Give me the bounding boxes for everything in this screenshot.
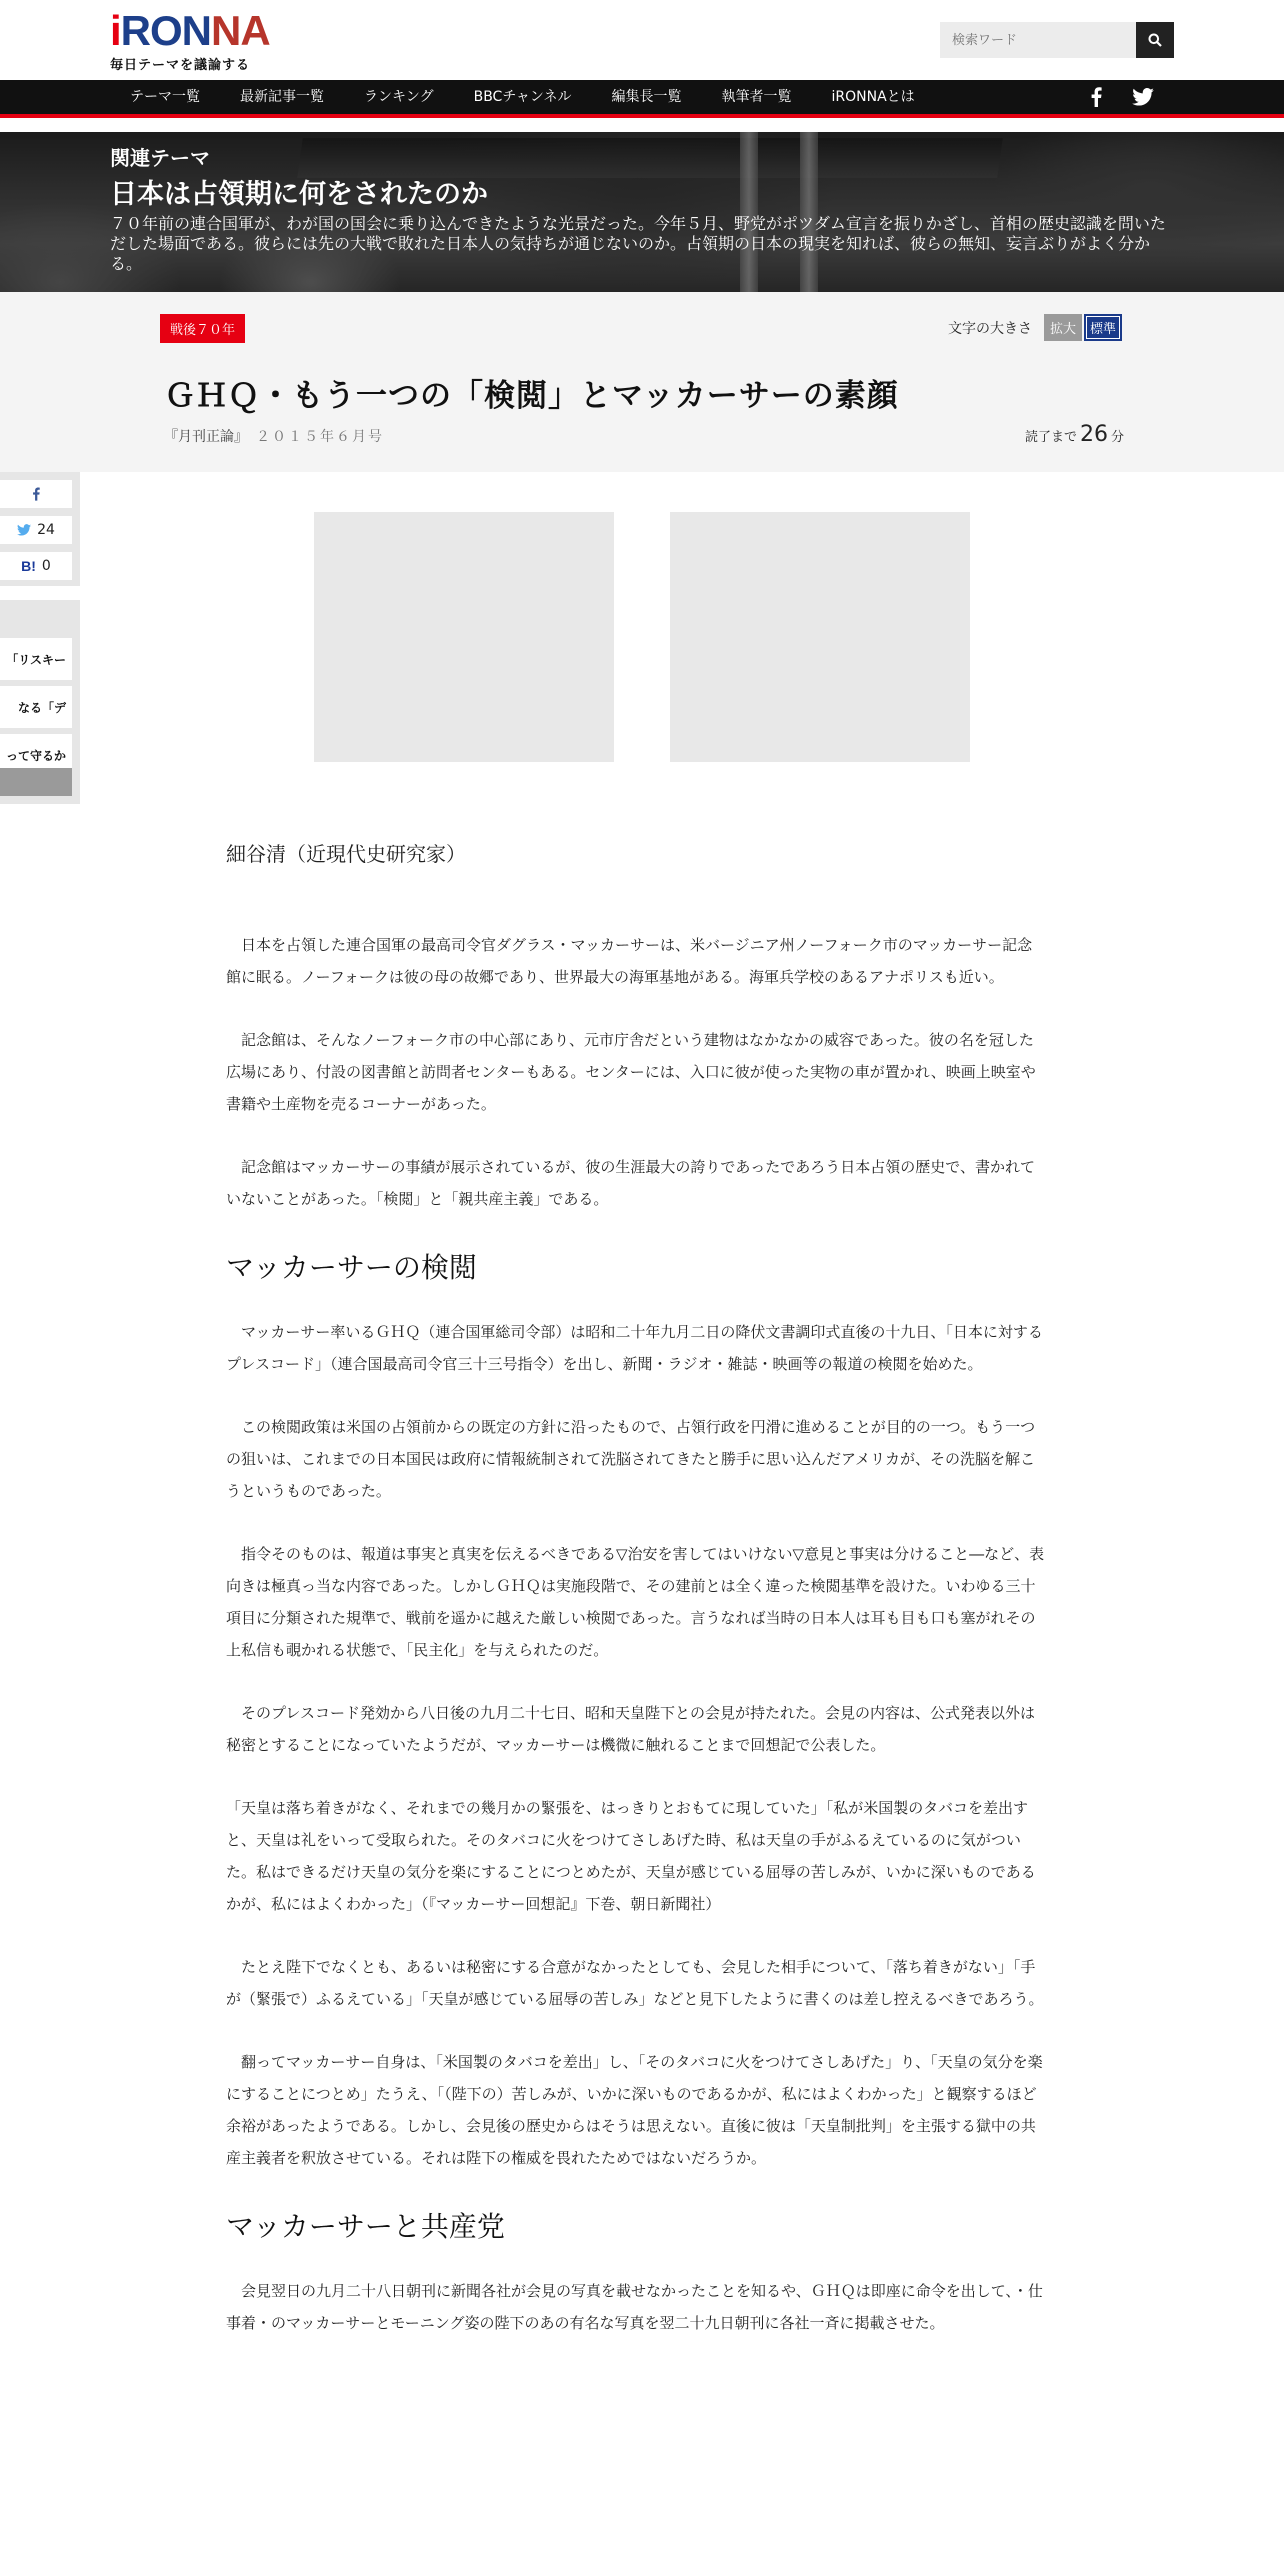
- font-size-large-button[interactable]: 拡大: [1044, 314, 1082, 341]
- logo-text: iRONNA: [110, 7, 270, 54]
- theme-hero[interactable]: [0, 132, 1284, 292]
- ad-placeholder[interactable]: [314, 512, 614, 762]
- related-link[interactable]: なる「デ: [0, 686, 72, 728]
- article-body: [226, 838, 1046, 2370]
- section-heading: マッカーサーと共産党: [226, 2210, 505, 2243]
- search-input[interactable]: [940, 22, 1136, 58]
- twitter-share-button[interactable]: [0, 516, 72, 544]
- paragraph: 記念館は、そんなノーフォーク市の中心部にあり、元市庁舎だという建物はなかなかの威容であった。彼の名を冠した広場にあり、付設の図書館と訪問者センターもある。センターには、入口に彼が使った実物の車が置かれ、映画上映室や書籍や土産物を売るコーナーがあった。: [226, 1031, 1036, 1113]
- paragraph: 翻ってマッカーサー自身は、「米国製のタバコを差出」し、「そのタバコに火をつけてさしあげた」り、「天皇の気分を楽にすることにつとめ」たうえ、「（陛下の）苦しみが、いかに深いものであるかが、私にはよくわかった」と観察するほど余裕があったようである。しかし、会見後の歴史からはそうは思えない。直後に彼は「天皇制批判」を主張する獄中の共産主義者を釈放させている。それは陛下の権威を畏れたためではないだろうか。: [226, 2053, 1043, 2167]
- ad-placeholder[interactable]: [670, 512, 970, 762]
- nav-item-editors[interactable]: 編集長一覧: [611, 89, 682, 105]
- related-link[interactable]: 「リスキー: [0, 638, 72, 680]
- read-time: [1025, 422, 1124, 447]
- site-header: [0, 0, 1284, 80]
- logo-tagline: 毎日テーマを議論する: [110, 58, 251, 73]
- paragraph: 記念館はマッカーサーの事績が展示されているが、彼の生涯最大の誇りであったであろう日本占領の歴史で、書かれていないことがあった。「検閲」と「親共産主義」である。: [226, 1158, 1035, 1208]
- hatena-share-button[interactable]: [0, 552, 72, 580]
- author-name[interactable]: 細谷清（近現代史研究家）: [226, 842, 466, 866]
- theme-title[interactable]: 日本は占領期に何をされたのか: [110, 179, 488, 210]
- nav-item-bbc[interactable]: BBCチャンネル: [473, 89, 572, 105]
- related-link[interactable]: って守るか: [0, 734, 72, 776]
- share-sidebar: [0, 472, 80, 804]
- search-button[interactable]: [1136, 22, 1174, 58]
- article-title: ＧＨＱ・もう一つの「検閲」とマッカーサーの素顔: [164, 378, 899, 414]
- theme-description: ７０年前の連合国軍が、わが国の国会に乗り込んできたような光景だった。今年５月、野党がポツダム宣言を振りかざし、首相の歴史認識を問いただした場面である。彼らには先の大戦で敗れた日本人の気持ちが通じないのか。占領期の日本の現実を知れば、彼らの無知、妄言ぶりがよく分かる。: [110, 214, 1166, 273]
- read-time-suffix: 分: [1110, 430, 1124, 445]
- facebook-icon: [32, 487, 40, 501]
- section-heading: マッカーサーの検閲: [226, 1251, 477, 1284]
- site-logo[interactable]: [110, 8, 270, 73]
- paragraph: 日本を占領した連合国軍の最高司令官ダグラス・マッカーサーは、米バージニア州ノーフォーク市のマッカーサー記念館に眠る。ノーフォークは彼の母の故郷であり、世界最大の海軍基地がある。海軍兵学校のあるアナポリスも近い。: [226, 936, 1033, 986]
- read-time-minutes: 26: [1079, 422, 1108, 447]
- paragraph: たとえ陛下でなくとも、あるいは秘密にする合意がなかったとしても、会見した相手について、「落ち着きがない」「手が（緊張で）ふるえている」「天皇が感じている屈辱の苦しみ」などと見下したように書くのは差し控えるべきであろう。: [226, 1958, 1044, 2008]
- hatena-icon: B!: [21, 558, 36, 574]
- nav-item-ranking[interactable]: ランキング: [364, 89, 434, 105]
- facebook-icon[interactable]: [1090, 87, 1102, 107]
- paragraph: 指令そのものは、報道は事実と真実を伝えるべきである▽治安を害してはいけない▽意見と事実は分けること―など、表向きは極真っ当な内容であった。しかしＧＨＱは実施段階で、その建前とは全く違った検閲基準を設けた。いわゆる三十項目に分類された規準で、戦前を遥かに越えた厳しい検閲であった。言うなれば当時の日本人は耳も目も口も塞がれその上私信も覗かれる状態で、「民主化」を与えられたのだ。: [226, 1545, 1045, 1659]
- article-source: [164, 426, 384, 446]
- hatena-count: 0: [41, 558, 51, 574]
- sidebar-more[interactable]: [0, 768, 72, 796]
- nav-item-themes[interactable]: テーマ一覧: [130, 89, 200, 105]
- paragraph: そのプレスコード発効から八日後の九月二十七日、昭和天皇陛下との会見が持たれた。会見の内容は、公式発表以外は秘密とすることになっていたようだが、マッカーサーは機微に触れることまで回想記で公表した。: [226, 1704, 1035, 1754]
- article-header: [0, 292, 1284, 472]
- nav-item-about[interactable]: iRONNAとは: [831, 89, 915, 105]
- font-size-label: 文字の大きさ: [947, 320, 1032, 337]
- nav-item-latest[interactable]: 最新記事一覧: [240, 89, 324, 105]
- font-size-control: [948, 314, 1122, 341]
- source-issue: ２０１５年６月号: [256, 429, 384, 445]
- read-time-prefix: 読了まで: [1024, 430, 1077, 445]
- twitter-icon: [17, 524, 31, 536]
- paragraph: 会見翌日の九月二十八日朝刊に新聞各社が会見の写真を載せなかったことを知るや、ＧＨＱは即座に命令を出して、・仕事着・のマッカーサーとモーニング姿の陛下のあの有名な写真を翌二十九日朝刊に各社一斉に掲載させた。: [226, 2282, 1043, 2332]
- category-tag[interactable]: 戦後７０年: [160, 314, 245, 343]
- twitter-icon[interactable]: [1132, 88, 1154, 106]
- paragraph: この検閲政策は米国の占領前からの既定の方針に沿ったもので、占領行政を円滑に進めることが目的の一つ。もう一つの狙いは、これまでの日本国民は政府に情報統制されて洗脳されてきたと勝手に思い込んだアメリカが、その洗脳を解こうというものであった。: [226, 1418, 1036, 1500]
- main-nav: [0, 80, 1284, 118]
- facebook-share-button[interactable]: [0, 480, 72, 508]
- paragraph: マッカーサー率いるＧＨＱ（連合国軍総司令部）は昭和二十年九月二日の降伏文書調印式直後の十九日、「日本に対するプレスコード」（連合国最高司令官三十三号指令）を出し、新聞・ラジオ・雑誌・映画等の報道の検閲を始めた。: [226, 1323, 1043, 1373]
- font-size-normal-button[interactable]: 標準: [1084, 314, 1122, 341]
- search-icon: [1148, 33, 1162, 47]
- theme-label: 関連テーマ: [110, 146, 210, 170]
- search-form: [940, 22, 1174, 58]
- source-name: 『月刊正論』: [164, 429, 248, 445]
- nav-item-writers[interactable]: 執筆者一覧: [721, 89, 792, 105]
- twitter-count: 24: [37, 522, 55, 538]
- sidebar-divider: [0, 586, 80, 600]
- quote-paragraph: 「天皇は落ち着きがなく、それまでの幾月かの緊張を、はっきりとおもてに現していた」「私が米国製のタバコを差出すと、天皇は礼をいって受取られた。そのタバコに火をつけてさしあげた時、私は天皇の手がふるえているのに気がついた。私はできるだけ天皇の気分を楽にすることにつとめたが、天皇が感じている屈辱の苦しみが、いかに深いものであるかが、私にはよくわかった」（『マッカーサー回想記』下巻、朝日新聞社）: [226, 1799, 1036, 1913]
